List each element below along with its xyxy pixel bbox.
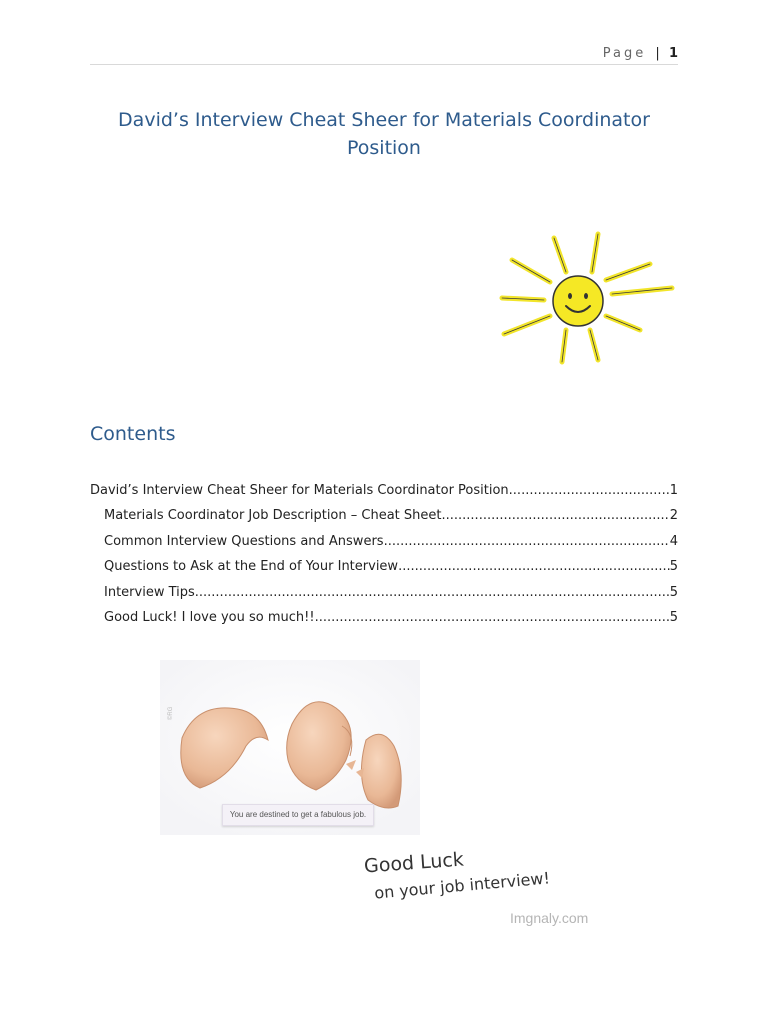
toc-entry-page: 5 — [669, 559, 678, 575]
toc-entry-label: Interview Tips — [104, 584, 195, 600]
toc-entry-page: 2 — [669, 508, 678, 524]
toc-leader — [195, 580, 670, 605]
toc-entry-interview-tips[interactable] — [90, 580, 678, 605]
toc-entry-label: Materials Coordinator Job Description – Cheat Sheet — [104, 508, 442, 524]
image-credit: Imgnaly.com — [510, 910, 589, 926]
smiling-sun-icon — [494, 226, 678, 368]
toc-leader — [442, 503, 670, 528]
toc-entry-label: David’s Interview Cheat Sheer for Materials Coordinator Position — [90, 483, 509, 498]
page-header — [90, 46, 678, 64]
toc-leader — [384, 529, 670, 554]
document-title: David’s Interview Cheat Sheer for Materials Coordinator Position — [118, 109, 650, 159]
toc-leader — [315, 605, 670, 630]
job-interview-caption: on your job interview! — [373, 868, 551, 903]
toc-entry-title[interactable] — [90, 478, 678, 503]
toc-entry-job-description[interactable] — [90, 503, 678, 528]
page-number: 1 — [668, 46, 678, 61]
toc-entry-page: 5 — [669, 584, 678, 600]
page-separator: | — [655, 46, 660, 61]
toc-leader — [398, 554, 670, 579]
good-luck-caption: Good Luck — [363, 848, 465, 878]
header-rule — [90, 64, 678, 65]
table-of-contents — [90, 478, 678, 630]
toc-entry-page: 5 — [669, 610, 678, 626]
svg-text:©RG: ©RG — [168, 706, 174, 720]
toc-entry-label: Common Interview Questions and Answers — [104, 533, 384, 549]
toc-entry-good-luck[interactable] — [90, 605, 678, 630]
toc-entry-common-questions[interactable] — [90, 529, 678, 554]
toc-entry-page: 4 — [669, 533, 678, 549]
toc-leader — [509, 478, 670, 503]
fortune-slip: You are destined to get a fabulous job. — [222, 804, 374, 826]
toc-entry-questions-to-ask[interactable] — [90, 554, 678, 579]
toc-entry-label: Questions to Ask at the End of Your Interview — [104, 559, 399, 575]
toc-entry-label: Good Luck! I love you so much!! — [104, 610, 315, 626]
page-label: Page — [602, 46, 647, 61]
toc-entry-page: 1 — [669, 483, 678, 498]
contents-heading: Contents — [90, 423, 176, 445]
